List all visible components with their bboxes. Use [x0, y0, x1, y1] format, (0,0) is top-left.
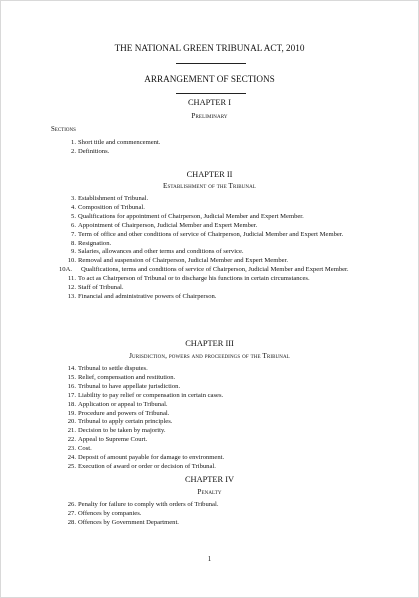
section-entry — [63, 195, 363, 204]
section-title: Removal and suspension of Chairperson, Judicial Member and Expert Member. — [78, 257, 289, 265]
act-title: THE NATIONAL GREEN TRIBUNAL ACT, 2010 — [114, 43, 305, 53]
chapter-heading: CHAPTER II — [186, 170, 233, 179]
section-number: 9. — [71, 248, 76, 256]
section-number: 8. — [71, 239, 76, 247]
section-title: Tribunal to apply certain principles. — [78, 418, 173, 426]
section-title: Procedure and powers of Tribunal. — [78, 409, 170, 417]
section-entry — [63, 148, 363, 157]
section-entry — [63, 501, 363, 510]
chapter-2-sections — [59, 195, 363, 302]
section-number: 7. — [71, 230, 76, 238]
section-number: 1. — [71, 139, 76, 146]
section-entry — [63, 401, 363, 410]
section-number: 24. — [67, 454, 76, 462]
section-number: 28. — [67, 518, 76, 526]
chapter-subheading: Preliminary — [191, 112, 228, 120]
section-title: Definitions. — [78, 147, 110, 155]
section-title: Composition of Tribunal. — [78, 203, 145, 211]
section-title: Qualifications, terms and conditions of service of Chairperson, Judicial Member and Expert Member. — [81, 266, 349, 274]
section-entry — [63, 213, 363, 222]
section-title: Qualifications for appointment of Chairperson, Judicial Member and Expert Member. — [78, 212, 304, 220]
chapter-subheading: Jurisdiction, powers and proceedings of the Tribunal — [129, 352, 290, 360]
section-entry — [63, 293, 363, 302]
section-number: 10A. — [59, 266, 73, 274]
section-number: 14. — [67, 365, 76, 372]
section-entry — [63, 436, 363, 445]
chapter-heading: CHAPTER III — [185, 339, 234, 348]
section-entry — [59, 266, 363, 275]
section-number: 16. — [67, 382, 76, 390]
section-title: Cost. — [78, 445, 92, 453]
section-title: Liability to pay relief or compensation in certain cases. — [78, 391, 224, 399]
section-title: Establishment of Tribunal. — [78, 195, 149, 202]
section-title: Financial and administrative powers of Chairperson. — [78, 292, 217, 300]
section-title: Offences by companies. — [78, 509, 142, 517]
arrangement-divider — [176, 93, 246, 94]
section-title: Execution of award or order or decision of Tribunal. — [78, 462, 216, 470]
section-title: Appointment of Chairperson, Judicial Member and Expert Member. — [78, 221, 258, 229]
section-title: Deposit of amount payable for damage to environment. — [78, 454, 225, 462]
section-entry — [63, 374, 363, 383]
section-title: Tribunal to have appellate jurisdiction. — [78, 382, 181, 390]
section-number: 25. — [67, 462, 76, 470]
section-number: 12. — [67, 284, 76, 292]
section-title: Relief, compensation and restitution. — [78, 373, 176, 381]
section-entry — [63, 418, 363, 427]
chapter-heading: CHAPTER I — [187, 98, 232, 107]
section-entry — [63, 463, 363, 472]
section-entry — [63, 248, 363, 257]
section-number: 26. — [67, 501, 76, 508]
section-number: 19. — [67, 409, 76, 417]
section-title: Tribunal to settle disputes. — [78, 365, 148, 372]
section-title: Short title and commencement. — [78, 139, 161, 146]
section-number: 21. — [67, 427, 76, 435]
chapter-subheading: Establishment of the Tribunal — [163, 182, 256, 190]
section-entry — [63, 410, 363, 419]
section-number: 2. — [71, 147, 76, 155]
section-entry — [63, 284, 363, 293]
chapter-4-sections — [63, 501, 363, 528]
section-number: 22. — [67, 436, 76, 444]
section-entry — [63, 383, 363, 392]
section-entry — [63, 222, 363, 231]
section-entry — [63, 204, 363, 213]
section-entry — [63, 519, 363, 528]
page-number: 1 — [207, 555, 212, 563]
section-entry — [63, 240, 363, 249]
sections-label: Sections — [51, 126, 76, 133]
arrangement-heading: ARRANGEMENT OF SECTIONS — [144, 74, 275, 84]
section-entry — [63, 445, 363, 454]
section-number: 3. — [71, 195, 76, 202]
section-number: 6. — [71, 221, 76, 229]
section-number: 27. — [67, 509, 76, 517]
section-entry — [63, 257, 363, 266]
section-title: Penalty for failure to comply with orders of Tribunal. — [78, 501, 219, 508]
section-title: Appeal to Supreme Court. — [78, 436, 148, 444]
section-number: 23. — [67, 445, 76, 453]
section-entry — [63, 510, 363, 519]
section-title: Resignation. — [78, 239, 112, 247]
section-number: 13. — [67, 292, 76, 300]
section-entry — [63, 454, 363, 463]
title-divider — [176, 63, 246, 64]
section-number: 20. — [67, 418, 76, 426]
chapter-3-sections — [63, 365, 363, 472]
section-number: 17. — [67, 391, 76, 399]
chapter-subheading: Penalty — [197, 488, 222, 496]
section-entry — [63, 392, 363, 401]
section-entry — [63, 275, 363, 284]
chapter-heading: CHAPTER IV — [184, 475, 235, 484]
section-number: 11. — [68, 275, 76, 283]
section-entry — [63, 365, 363, 374]
section-number: 18. — [67, 400, 76, 408]
section-title: Term of office and other conditions of service of Chairperson, Judicial Member and Expert Member. — [78, 230, 344, 238]
section-number: 10. — [67, 257, 76, 265]
section-entry — [63, 231, 363, 240]
section-title: Salaries, allowances and other terms and conditions of service. — [78, 248, 244, 256]
section-number: 5. — [71, 212, 76, 220]
section-entry — [63, 139, 363, 148]
section-number: 4. — [71, 203, 76, 211]
section-number: 15. — [67, 373, 76, 381]
section-title: Application or appeal to Tribunal. — [78, 400, 168, 408]
section-title: Offences by Government Department. — [78, 518, 179, 526]
chapter-1-sections — [63, 139, 363, 157]
section-title: To act as Chairperson of Tribunal or to discharge his functions in certain circumstances. — [78, 275, 310, 283]
section-entry — [63, 427, 363, 436]
section-title: Decision to be taken by majority. — [78, 427, 166, 435]
section-title: Staff of Tribunal. — [78, 284, 124, 292]
